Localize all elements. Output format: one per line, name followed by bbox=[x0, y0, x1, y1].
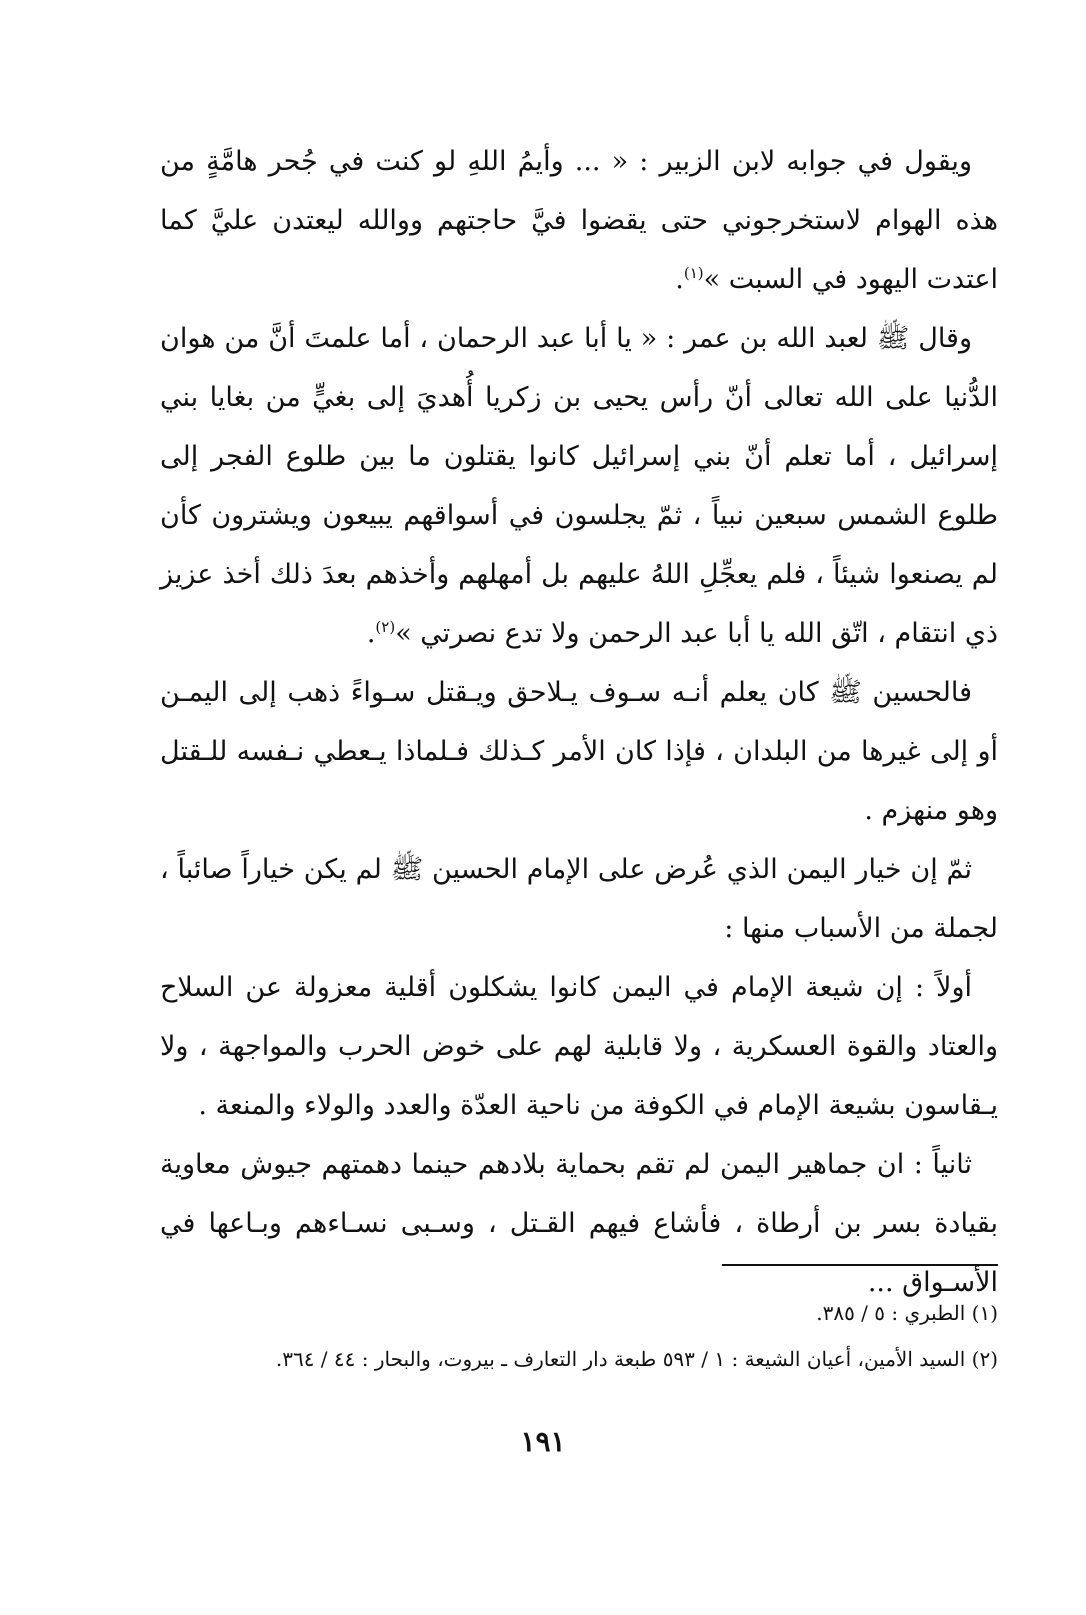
main-text bbox=[160, 132, 998, 1312]
paragraph-2-text: وقال ﷺ لعبد الله بن عمر : « يا أبا عبد الرحمان ، أما علمتَ أنَّ من هوان الدُّنيا على الله تعالى أنّ رأس يحيى بن زكريا أُهديَ إلى بغيٍّ من بغايا بني إسرائيل ، أما تعلم أنّ بني إسرائيل كانوا يقتلون ما بين طلوع الفجر إلى طلوع الشمس سبعين نبياً ، ثمّ يجلسون في أسواقهم يبيعون ويشترون كأن لم يصنعوا شيئاً ، فلم يعجِّلِ اللهُ عليهم بل أمهلهم وأخذهم بعدَ ذلك أخذ عزيز ذي انتقام ، اتّق الله يا أبا عبد الرحمن ولا تدع نصرتي » bbox=[160, 323, 998, 649]
footnote-1: (١) الطبري : ٥ / ٣٨٥. bbox=[816, 1301, 998, 1325]
paragraph-6: ثانياً : ان جماهير اليمن لم تقم بحماية بلادهم حينما دهمتهم جيوش معاوية بقيادة بسر بن أرطاة ، فأشاع فيهم القـتل ، وسـبى نسـاءهم وبـاعها في الأسـواق ... bbox=[160, 1149, 998, 1298]
paragraph-3: فالحسين ﷺ كان يعلم أنـه سـوف يـلاحق ويـقتل سـواءً ذهب إلى اليمـن أو إلى غيرها من البلدان ، فإذا كان الأمر كـذلك فـلماذا يـعطي نـفسه للـقتل وهو منهزم . bbox=[160, 677, 998, 826]
paragraph-1: ويقول في جوابه لابن الزبير : « ... وأيمُ اللهِ لو كنت في جُحر هامَّةٍ من هذه الهوام لاستخرجوني حتى يقضوا فيَّ حاجتهم ووالله ليعتدن عليَّ كما اعتدت اليهود في السبت »$^{(١)}$. bbox=[160, 146, 998, 295]
footnote-ref-1: (١) bbox=[683, 264, 704, 282]
footnote-2: (٢) السيد الأمين، أعيان الشيعة : ١ / ٥٩٣ طبعة دار التعارف ـ بيروت، والبحار : ٤٤ / ٣٦٤. bbox=[275, 1347, 998, 1371]
footnote-ref-2: (٢) bbox=[375, 618, 396, 636]
footnotes bbox=[160, 1290, 998, 1382]
paragraph-4: ثمّ إن خيار اليمن الذي عُرض على الإمام الحسين ﷺ لم يكن خياراً صائباً ، لجملة من الأسباب منها : bbox=[160, 854, 998, 944]
page-number: ١٩١ bbox=[520, 1425, 566, 1458]
paragraph-1-text: ويقول في جوابه لابن الزبير : « ... وأيمُ اللهِ لو كنت في جُحر هامَّةٍ من هذه الهوام لاستخرجوني حتى يقضوا فيَّ حاجتهم ووالله ليعتدن عليَّ كما اعتدت اليهود في السبت » bbox=[160, 146, 998, 295]
footnote-separator bbox=[722, 1264, 998, 1266]
paragraph-5: أولاً : إن شيعة الإمام في اليمن كانوا يشكلون أقلية معزولة عن السلاح والعتاد والقوة العسكرية ، ولا قابلية لهم على خوض الحرب والمواجهة ، ولا يـقاسون بشيعة الإمام في الكوفة من ناحية العدّة والعدد والولاء والمنعة . bbox=[160, 972, 998, 1121]
paragraph-2: وقال ﷺ لعبد الله بن عمر : « يا أبا عبد الرحمان ، أما علمتَ أنَّ من هوان الدُّنيا على الله تعالى أنّ رأس يحيى بن زكريا أُهديَ إلى بغيٍّ من بغايا بني إسرائيل ، أما تعلم أنّ بني إسرائيل كانوا يقتلون ما بين طلوع الفجر إلى طلوع الشمس سبعين نبياً ، ثمّ يجلسون في أسواقهم يبيعون ويشترون كأن لم يصنعوا شيئاً ، فلم يعجِّلِ اللهُ عليهم بل أمهلهم وأخذهم بعدَ ذلك أخذ عزيز ذي انتقام ، اتّق الله يا أبا عبد الرحمن ولا تدع نصرتي »$^{(٢)}$. bbox=[160, 323, 998, 649]
